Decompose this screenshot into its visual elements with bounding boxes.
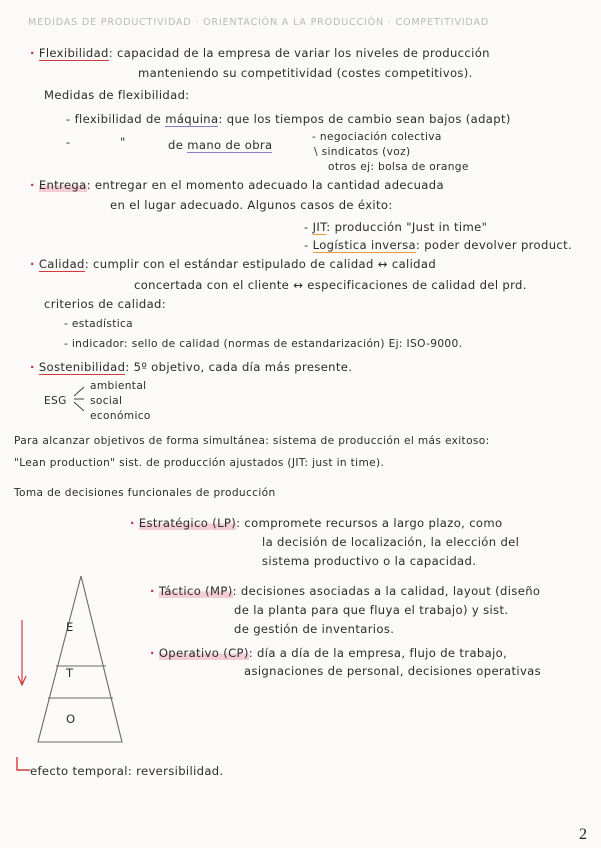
tactico-line-1: [150, 584, 540, 598]
bullet-dot: ·: [150, 584, 155, 598]
efecto-line: efecto temporal: reversibilidad.: [30, 764, 224, 778]
bullet-dot: ·: [30, 46, 35, 60]
medida-mano-dash: -: [66, 135, 71, 149]
jit-term: JIT: [312, 220, 327, 234]
criterio-indicador: - indicador: sello de calidad (normas de estandarización) Ej: ISO-9000.: [64, 338, 463, 350]
estrategico-line-1: [130, 516, 502, 530]
maquina-term: máquina: [165, 112, 219, 126]
entrega-line-1: [30, 178, 444, 192]
bullet-dot: ·: [30, 257, 35, 271]
operativo-line-1: [150, 646, 507, 660]
calidad-def-2: concertada con el cliente ↔ especificaciones de calidad del prd.: [134, 278, 527, 292]
entrega-def-1: : entregar en el momento adecuado la cantidad adecuada: [86, 178, 444, 192]
tactico-def-1: : decisiones asociadas a la calidad, layout (diseño: [232, 584, 541, 598]
flexibilidad-term: Flexibilidad: [38, 46, 109, 60]
mano-sub-1: - negociación colectiva: [312, 131, 442, 143]
down-arrow-icon: [16, 618, 28, 688]
medida-mano-obra: [168, 138, 272, 152]
operativo-def-1: : día a día de la empresa, flujo de trabajo,: [248, 646, 508, 660]
criterio-estadistica: - estadística: [64, 318, 134, 330]
estrategico-def-2: la decisión de localización, la elección del: [262, 535, 520, 549]
para-line-2: "Lean production" sist. de producción ajustados (JIT: just in time).: [14, 457, 385, 469]
entrega-def-2: en el lugar adecuado. Algunos casos de éxito:: [110, 198, 393, 212]
estrategico-def-1: : compromete recursos a largo plazo, como: [236, 516, 503, 530]
medida-maquina-post: : que los tiempos de cambio sean bajos (adapt): [218, 112, 511, 126]
operativo-term: Operativo (CP): [158, 646, 249, 660]
entrega-term: Entrega: [38, 178, 87, 192]
criterios-label: criterios de calidad:: [44, 297, 167, 311]
flexibilidad-def-1: : capacidad de la empresa de variar los niveles de producción: [108, 46, 490, 60]
case-log-dash: -: [304, 238, 309, 252]
medida-mano-ditto: ": [120, 135, 126, 149]
bullet-dot: ·: [130, 516, 135, 530]
sostenibilidad-def: : 5º objetivo, cada día más presente.: [125, 360, 353, 374]
page-number: 2: [579, 826, 587, 843]
pyramid-label-t: T: [66, 666, 74, 680]
tactico-term: Táctico (MP): [158, 584, 233, 598]
calidad-line-1: [30, 257, 436, 271]
esg-label: ESG: [44, 395, 67, 407]
esg-social: social: [90, 395, 123, 407]
toma-title: Toma de decisiones funcionales de producción: [14, 487, 276, 499]
tactico-def-2: de la planta para que fluya el trabajo) y sist.: [234, 603, 509, 617]
case-jit-post: : producción "Just in time": [326, 220, 488, 234]
bullet-dot: ·: [30, 360, 35, 374]
esg-ambiental: ambiental: [90, 380, 147, 392]
entrega-case-jit: [304, 220, 487, 234]
operativo-def-2: asignaciones de personal, decisiones operativas: [244, 664, 542, 678]
case-log-post: : poder devolver product.: [415, 238, 573, 252]
faded-header: MEDIDAS DE PRODUCTIVIDAD · ORIENTACIÓN A LA PRODUCCIÓN · COMPETITIVIDAD: [28, 17, 490, 28]
flexibilidad-line-1: [30, 46, 490, 60]
mano-de-obra-term: mano de obra: [187, 138, 273, 152]
medida-mano-pre: de: [168, 138, 184, 152]
bullet-dot: ·: [30, 178, 35, 192]
sostenibilidad-line: [30, 360, 352, 374]
esg-economico: económico: [90, 410, 151, 422]
pyramid-label-e: E: [66, 620, 74, 634]
esg-brace: [70, 384, 88, 414]
para-line-1: Para alcanzar objetivos de forma simultánea: sistema de producción el más exitoso:: [14, 435, 490, 447]
case-jit-dash: -: [304, 220, 309, 234]
mano-sub-2: \ sindicatos (voz): [314, 146, 411, 158]
medida-maquina-pre: - flexibilidad de: [66, 112, 162, 126]
estrategico-term: Estratégico (LP): [138, 516, 237, 530]
tactico-def-3: de gestión de inventarios.: [234, 622, 395, 636]
medida-maquina: [66, 112, 511, 126]
mano-sub-3: otros ej: bolsa de orange: [328, 161, 469, 173]
entrega-case-logistica: [304, 238, 572, 252]
calidad-def-1: : cumplir con el estándar estipulado de calidad ↔ calidad: [84, 257, 437, 271]
logistica-term: Logística inversa: [312, 238, 416, 252]
bullet-dot: ·: [150, 646, 155, 660]
calidad-term: Calidad: [38, 257, 85, 271]
flexibilidad-def-2: manteniendo su competitividad (costes competitivos).: [138, 66, 473, 80]
pyramid-label-o: O: [66, 712, 76, 726]
estrategico-def-3: sistema productivo o la capacidad.: [262, 554, 477, 568]
sostenibilidad-term: Sostenibilidad: [38, 360, 126, 374]
medidas-label: Medidas de flexibilidad:: [44, 88, 190, 102]
